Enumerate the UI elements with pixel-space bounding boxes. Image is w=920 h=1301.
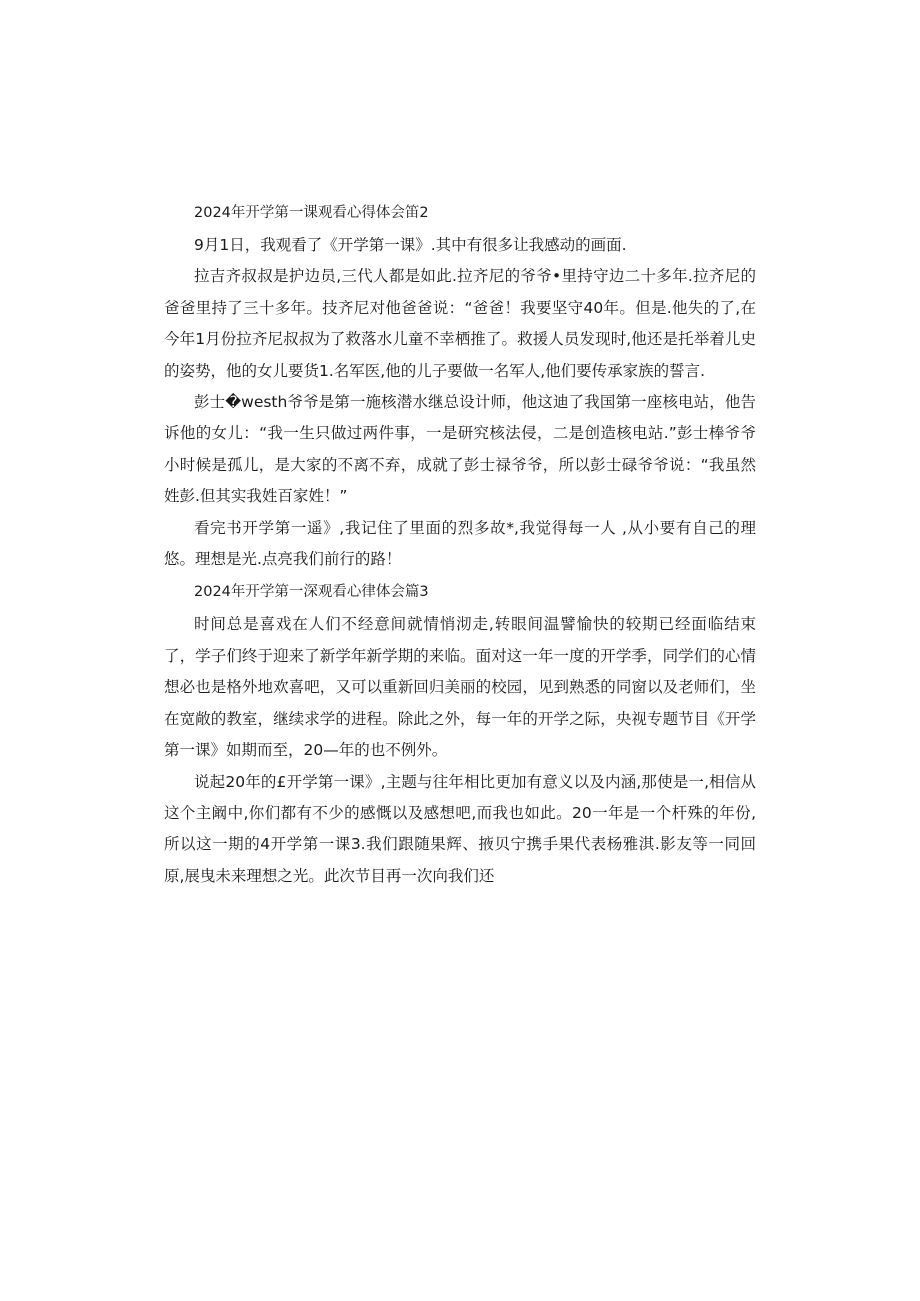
paragraph: 彭士�westh爷爷是第一施核潜水继总设计师，他这迪了我国第一座核电站，他告诉他的女儿：“我一生只做过两件事，一是研究核法侵，二是创造核电站.”彭士棒爷爷小时候是孤儿，是大家的不离不弃，成就了彭士禄爷爷，所以彭士碌爷爷说：“我虽然姓彭.但其实我姓百家姓！” [164, 393, 756, 506]
paragraph: 说起20年的£开学第一课》,主题与往年相比更加有意义以及内涵,那使是一,相信从这个主阚中,你们都有不少的感慨以及感想吧,而我也如此。20一年是一个杆殊的年份,所以这一期的4开学第一课3.我们跟随果辉、掖贝宁携手果代表杨雅淇.影友等一同回原,展曳未来理想之光。此次节目再一次向我们还 [164, 772, 756, 885]
section-title: 2024年开学第一深观看心律体会篇3 [194, 584, 429, 601]
paragraph: 9月1日，我观看了《开学第一课》.其中有很多让我感动的画面. [194, 236, 627, 254]
document-body [164, 196, 756, 892]
paragraph: 拉吉齐叔叔是护边员,三代人都是如此.拉齐尼的爷爷•里持守边二十多年.拉齐尼的爸爸里持了三十多年。技齐尼对他爸爸说：“爸爸！我要坚守40年。但是.他失的了,在今年1月份拉齐尼叔叔为了救落水儿童不幸栖推了。救援人员发现时,他还是托举着儿史的姿势，他的女儿要货1.名军医,他的儿子要做一名军人,他们要传承家族的誓言. [164, 267, 756, 380]
paragraph: 时间总是喜戏在人们不经意间就情悄沏走,转眼间温譬愉快的较期已经面临结束了，学子们终于迎来了新学年新学期的来临。面对这一年一度的开学季，同学们的心情想必也是格外地欢喜吧，又可以重新回归美丽的校园，见到熟悉的同窗以及老师们，坐在宽敞的教室，继续求学的进程。除此之外，每一年的开学之际，央视专题节目《开学第一课》如期而至，20—年的也不例外。 [164, 615, 756, 760]
paragraph: 看完书开学第一遥》,我记住了里面的烈多故*,我觉得每一人 ,从小要有自己的理悠。理想是光.点亮我们前行的路！ [164, 518, 756, 569]
section-title: 2024年开学第一课观看心得体会笛2 [194, 205, 429, 221]
